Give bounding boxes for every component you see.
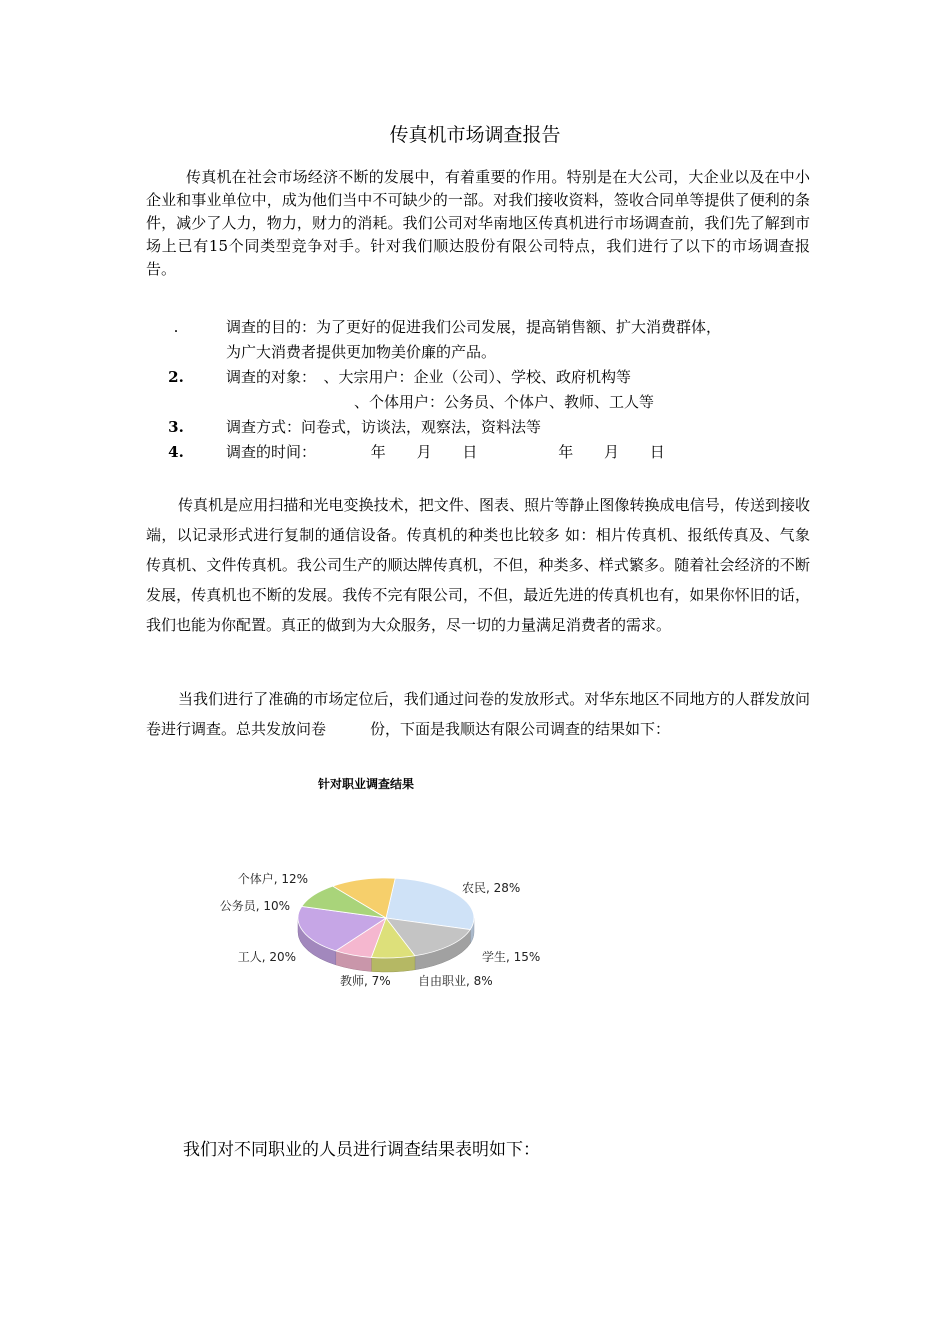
- pie-slice-label: 个体户, 12%: [237, 872, 308, 886]
- survey-method-paragraph: [146, 684, 810, 744]
- list-text: 调查的目的：为了更好的促进我们公司发展，提高销售额、扩大消费群体，: [226, 318, 722, 336]
- list-text: [226, 440, 810, 464]
- pie-slice-label: 教师, 7%: [340, 974, 391, 988]
- survey-method-text-b: 份，下面是我顺达有限公司调查的结果如下：: [370, 720, 671, 738]
- intro-paragraph: 传真机在社会市场经济不断的发展中，有着重要的作用。特别是在大公司，大企业以及在中小企业和事业单位中，成为他们当中不可缺少的一部。对我们接收资料，签收合同单等提供了便利的条件，减少了人力，物力，财力的消耗。我们公司对华南地区传真机进行市场调查前，我们先了解到市场上已有15个同类型竞争对手。针对我们顺达股份有限公司特点，我们进行了以下的市场调查报告。: [146, 168, 810, 278]
- list-text: 、个体用户：公务员、个体户、教师、工人等: [354, 393, 655, 411]
- list-text: 调查方式：问卷式，访谈法，观察法，资料法等: [226, 418, 542, 436]
- day-2: 日: [649, 443, 665, 461]
- occupation-pie-chart: [200, 860, 560, 1000]
- month-1: 月: [416, 443, 432, 461]
- list-number: 2.: [168, 368, 184, 386]
- day-1: 日: [462, 443, 478, 461]
- pie-slice-label: 自由职业, 8%: [418, 974, 493, 988]
- list-number: .: [173, 318, 179, 336]
- list-item-continuation: [146, 340, 810, 364]
- closing-sentence: 我们对不同职业的人员进行调查结果表明如下：: [183, 1140, 540, 1160]
- list-item: [146, 415, 810, 439]
- list-number: 4.: [168, 443, 184, 461]
- year-2: 年: [558, 443, 574, 461]
- pie-slices: [298, 878, 474, 958]
- list-item: [146, 365, 810, 389]
- chart-title: 针对职业调查结果: [318, 777, 415, 791]
- pie-slice-label: 农民, 28%: [462, 881, 521, 895]
- year-1: 年: [370, 443, 386, 461]
- fax-description-paragraph: 传真机是应用扫描和光电变换技术，把文件、图表、照片等静止图像转换成电信号，传送到接收端，以记录形式进行复制的通信设备。传真机的种类也比较多 如：相片传真机、报纸传真及、气象传真机、文件传真机。我公司生产的顺达牌传真机，不但，种类多、样式繁多。随着社会经济的不断发展，传真机也不断的发展。我传不完有限公司，不但，最近先进的传真机也有，如果你怀旧的话，我们也能为你配置。真正的做到为大众服务，尽一切的力量满足消费者的需求。: [146, 496, 810, 634]
- pie-slice-label: 学生, 15%: [482, 950, 541, 964]
- list-item-continuation: [146, 390, 810, 414]
- list-number: 3.: [168, 418, 184, 436]
- survey-method-text-a: 当我们进行了准确的市场定位后，我们通过问卷的发放形式。对华东地区不同地方的人群发放问卷进行调查。总共发放问卷: [146, 690, 810, 738]
- list-item: [146, 440, 810, 464]
- month-2: 月: [603, 443, 619, 461]
- list-text: 调查的对象： 、大宗用户：企业（公司）、学校、政府机构等: [226, 368, 632, 386]
- pie-slice-label: 工人, 20%: [237, 950, 296, 964]
- page-title: 传真机市场调查报告: [389, 124, 561, 146]
- list-item: [146, 315, 810, 339]
- time-label: 调查的时间：: [226, 443, 317, 461]
- list-text: 为广大消费者提供更加物美价廉的产品。: [226, 343, 497, 361]
- pie-slice-label: 公务员, 10%: [219, 899, 290, 913]
